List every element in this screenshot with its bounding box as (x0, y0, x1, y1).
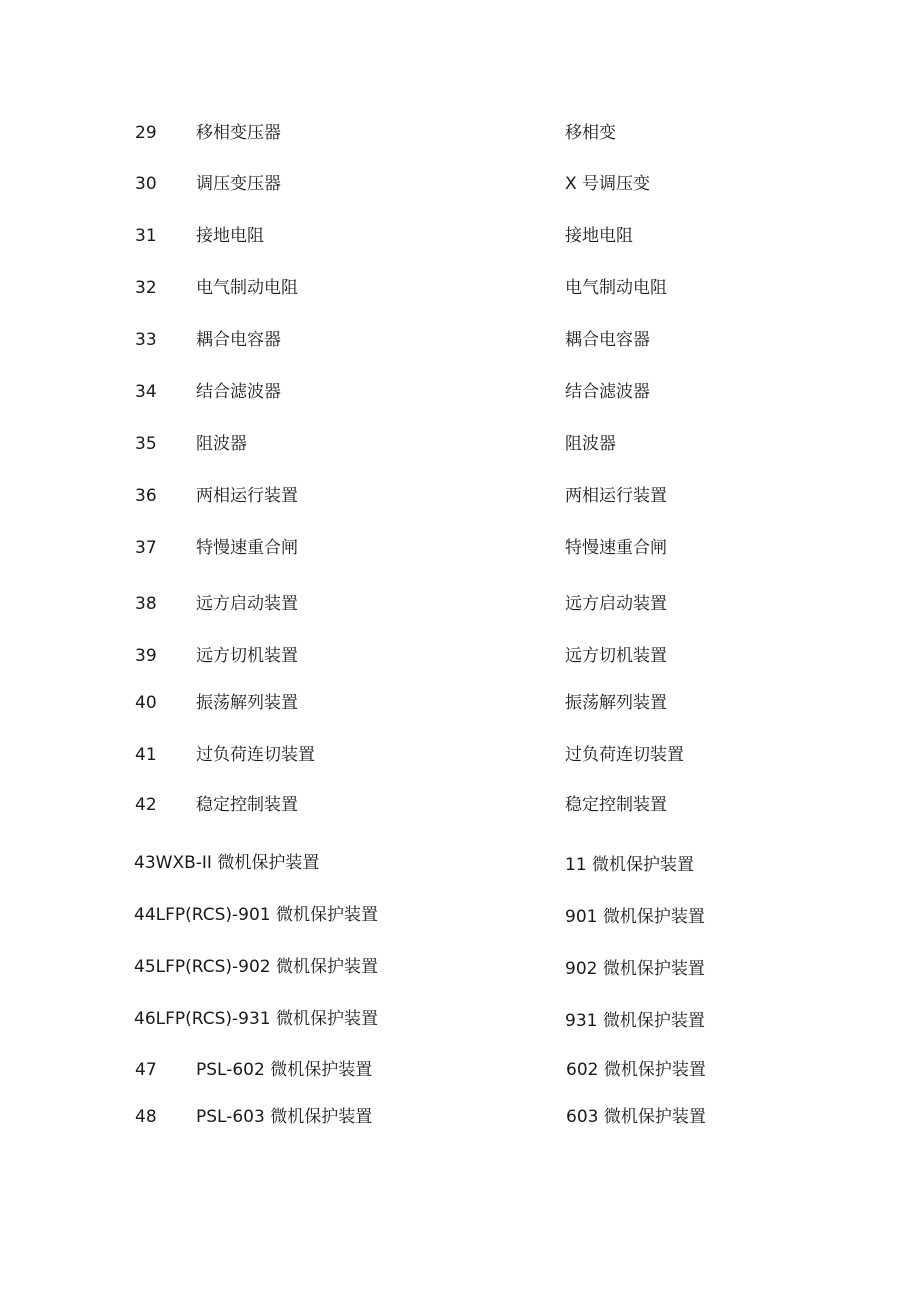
row-number: 39 (135, 646, 157, 666)
device-short-name: 远方切机装置 (565, 646, 667, 666)
device-short-name: 过负荷连切装置 (565, 745, 684, 765)
row-number: 40 (135, 693, 157, 713)
device-short-name: 振荡解列装置 (565, 693, 667, 713)
device-name: 特慢速重合闸 (196, 538, 298, 558)
device-name: PSL-603 微机保护装置 (196, 1107, 373, 1127)
device-short-name: 远方启动装置 (565, 594, 667, 614)
row-number: 33 (135, 330, 157, 350)
table-row (0, 589, 920, 619)
device-short-name: 11 微机保护装置 (565, 855, 695, 875)
table-row (0, 533, 920, 563)
device-short-name: 耦合电容器 (565, 330, 650, 350)
device-short-name: 稳定控制装置 (565, 795, 667, 815)
device-name: 43WXB-II 微机保护装置 (134, 853, 320, 873)
device-short-name: 902 微机保护装置 (565, 959, 705, 979)
device-name: 两相运行装置 (196, 486, 298, 506)
table-row (0, 169, 920, 199)
device-name: 电气制动电阻 (196, 278, 298, 298)
row-number: 38 (135, 594, 157, 614)
device-name: 耦合电容器 (196, 330, 281, 350)
table-row (0, 273, 920, 303)
table-row (0, 1102, 920, 1132)
table-row (0, 900, 920, 930)
table-row (0, 688, 920, 718)
device-short-name: 两相运行装置 (565, 486, 667, 506)
device-short-name: 602 微机保护装置 (566, 1060, 706, 1080)
table-row (0, 377, 920, 407)
device-short-name: 接地电阻 (565, 226, 633, 246)
device-name: 调压变压器 (196, 174, 281, 194)
table-row (0, 641, 920, 671)
row-number: 36 (135, 486, 157, 506)
device-name: 稳定控制装置 (196, 795, 298, 815)
device-name: 远方切机装置 (196, 646, 298, 666)
row-number: 37 (135, 538, 157, 558)
device-name: 振荡解列装置 (196, 693, 298, 713)
row-number: 42 (135, 795, 157, 815)
table-row (0, 740, 920, 770)
device-short-name: 931 微机保护装置 (565, 1011, 705, 1031)
device-name: 结合滤波器 (196, 382, 281, 402)
device-name: PSL-602 微机保护装置 (196, 1060, 373, 1080)
table-row (0, 1004, 920, 1034)
table-row (0, 848, 920, 878)
device-short-name: X 号调压变 (565, 174, 651, 194)
table-row (0, 429, 920, 459)
device-short-name: 特慢速重合闸 (565, 538, 667, 558)
row-number: 47 (135, 1060, 157, 1080)
table-row (0, 1055, 920, 1085)
row-number: 48 (135, 1107, 157, 1127)
row-number: 41 (135, 745, 157, 765)
device-name: 接地电阻 (196, 226, 264, 246)
device-name: 44LFP(RCS)-901 微机保护装置 (134, 905, 379, 925)
device-short-name: 901 微机保护装置 (565, 907, 705, 927)
device-name: 移相变压器 (196, 123, 281, 143)
table-row (0, 118, 920, 148)
row-number: 32 (135, 278, 157, 298)
table-row (0, 481, 920, 511)
table-row (0, 952, 920, 982)
row-number: 35 (135, 434, 157, 454)
device-name: 45LFP(RCS)-902 微机保护装置 (134, 957, 379, 977)
device-short-name: 阻波器 (565, 434, 616, 454)
table-row (0, 325, 920, 355)
row-number: 29 (135, 123, 157, 143)
device-name: 阻波器 (196, 434, 247, 454)
table-row (0, 790, 920, 820)
table-row (0, 221, 920, 251)
device-name: 过负荷连切装置 (196, 745, 315, 765)
device-name: 远方启动装置 (196, 594, 298, 614)
device-short-name: 603 微机保护装置 (566, 1107, 706, 1127)
row-number: 34 (135, 382, 157, 402)
device-name: 46LFP(RCS)-931 微机保护装置 (134, 1009, 379, 1029)
device-short-name: 移相变 (565, 123, 616, 143)
device-short-name: 结合滤波器 (565, 382, 650, 402)
row-number: 30 (135, 174, 157, 194)
device-short-name: 电气制动电阻 (565, 278, 667, 298)
row-number: 31 (135, 226, 157, 246)
